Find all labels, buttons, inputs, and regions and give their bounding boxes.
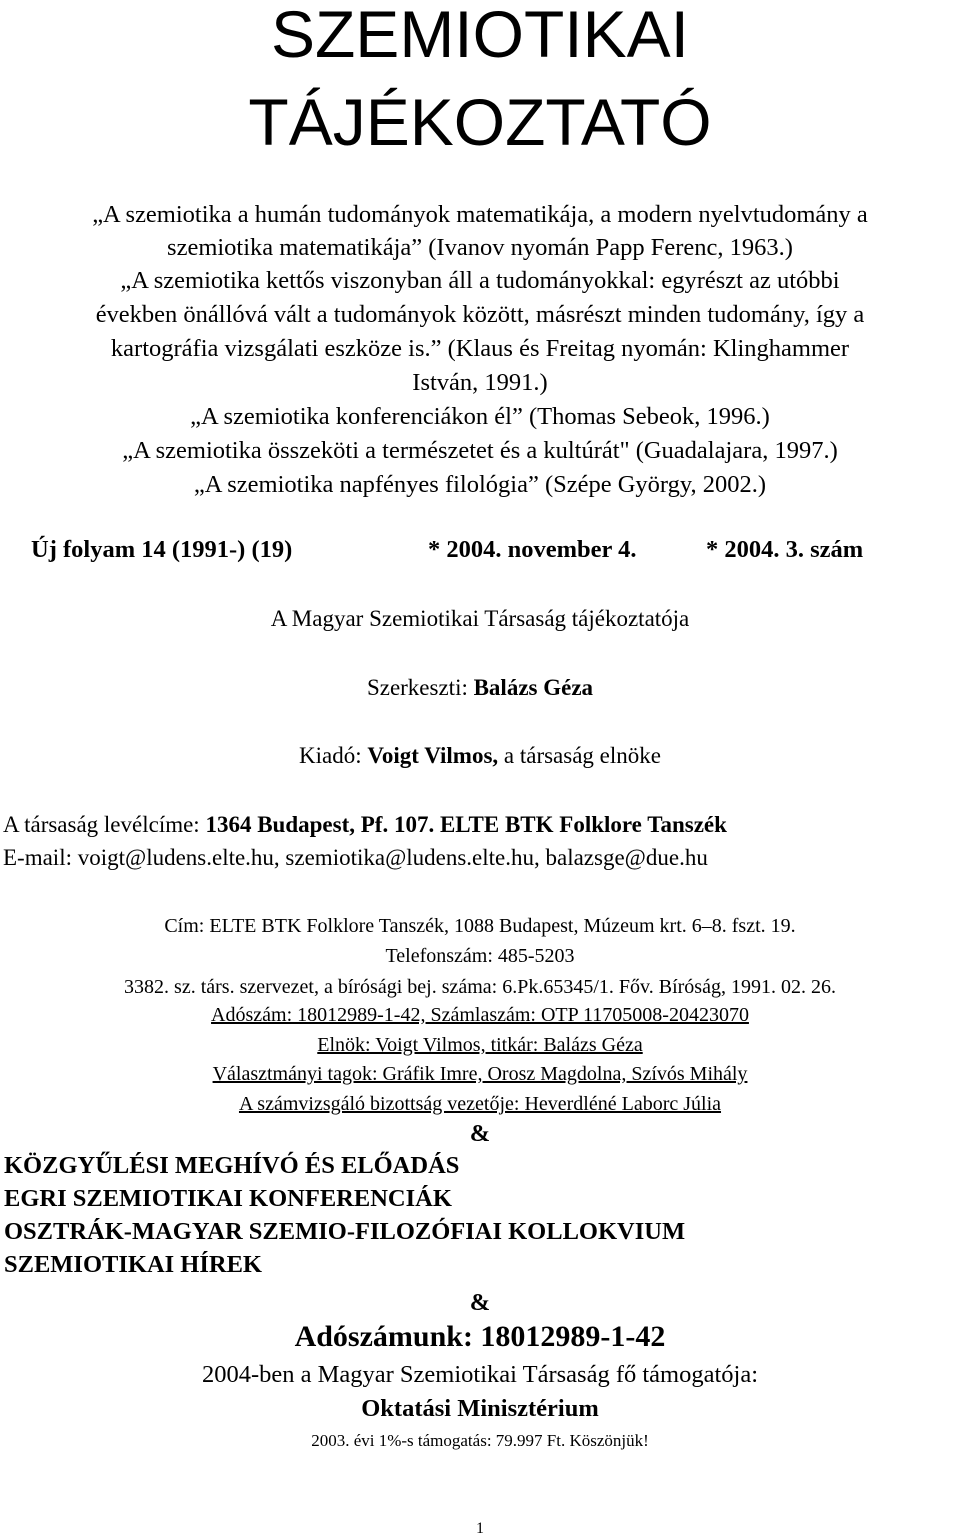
- publisher-name: Voigt Vilmos,: [367, 743, 499, 768]
- postal-address-line: [3, 812, 960, 838]
- ampersand-separator-1: &: [469, 1120, 491, 1147]
- supporter-name: Oktatási Minisztérium: [361, 1395, 599, 1422]
- contents-item-1: KÖZGYŰLÉSI MEGHÍVÓ ÉS ELŐADÁS: [4, 1152, 460, 1179]
- publisher-line: [0, 743, 960, 769]
- society-phone: Telefonszám: 485-5203: [385, 945, 575, 967]
- ampersand-separator-2: &: [469, 1289, 491, 1316]
- contents-item-3: OSZTRÁK-MAGYAR SZEMIO-FILOZÓFIAI KOLLOKVIUM: [4, 1218, 686, 1245]
- page-title-line1: SZEMIOTIKAI: [270, 0, 690, 71]
- contents-item-4: SZEMIOTIKAI HÍREK: [4, 1251, 262, 1278]
- page-number: 1: [476, 1520, 484, 1537]
- quote-5: „A szemiotika napfényes filológia” (Szépe György, 2002.): [193, 471, 767, 498]
- email-line: E-mail: voigt@ludens.elte.hu, szemiotika@ludens.elte.hu, balazsge@due.hu: [3, 845, 708, 870]
- publisher-role: a társaság elnöke: [503, 743, 661, 768]
- quote-4: „A szemiotika összeköti a természetet és a kultúrát" (Guadalajara, 1997.): [122, 437, 838, 464]
- postal-label: A társaság levélcíme:: [3, 812, 200, 837]
- society-address: Cím: ELTE BTK Folklore Tanszék, 1088 Budapest, Múzeum krt. 6–8. fszt. 19.: [164, 915, 796, 937]
- supporter-line: 2004-ben a Magyar Szemiotikai Társaság fő támogatója:: [201, 1361, 759, 1388]
- society-board: Választmányi tagok: Gráfik Imre, Orosz Magdolna, Szívós Mihály: [212, 1063, 748, 1085]
- quote-1-line-1: „A szemiotika a humán tudományok matematikája, a modern nyelvtudomány a: [92, 201, 868, 228]
- publisher-label: Kiadó:: [299, 743, 362, 768]
- publication-subtitle: A Magyar Szemiotikai Társaság tájékoztatója: [270, 606, 690, 631]
- society-tax: Adószám: 18012989-1-42, Számlaszám: OTP 11705008-20423070: [211, 1004, 749, 1026]
- editor-name: Balázs Géza: [473, 675, 594, 700]
- editor-line: [0, 675, 960, 701]
- society-officers: Elnök: Voigt Vilmos, titkár: Balázs Géza: [317, 1034, 643, 1056]
- tax-number-heading: Adószámunk: 18012989-1-42: [294, 1320, 666, 1353]
- contents-item-2: EGRI SZEMIOTIKAI KONFERENCIÁK: [4, 1185, 452, 1212]
- page-title-line2: TÁJÉKOZTATÓ: [248, 85, 712, 159]
- quote-1-line-2: szemiotika matematikája” (Ivanov nyomán Papp Ferenc, 1963.): [167, 234, 793, 261]
- issue-series: Új folyam 14 (1991-) (19): [31, 536, 293, 563]
- thanks-line: 2003. évi 1%-s támogatás: 79.997 Ft. Köszönjük!: [311, 1431, 649, 1450]
- quote-2-line-3: kartográfia vizsgálati eszköze is.” (Klaus és Freitag nyomán: Klinghammer: [110, 335, 850, 362]
- issue-number: * 2004. 3. szám: [706, 536, 864, 563]
- society-registration: 3382. sz. társ. szervezet, a bírósági bej. száma: 6.Pk.65345/1. Főv. Bíróság, 1991. 02. 26.: [124, 976, 836, 998]
- quote-3: „A szemiotika konferenciákon él” (Thomas Sebeok, 1996.): [190, 403, 770, 430]
- society-auditor: A számvizsgáló bizottság vezetője: Heverdléné Laborc Júlia: [238, 1093, 722, 1115]
- quote-2-line-1: „A szemiotika kettős viszonyban áll a tudományokkal: egyrészt az utóbbi: [120, 267, 840, 294]
- editor-label: Szerkeszti:: [366, 675, 468, 700]
- postal-address: 1364 Budapest, Pf. 107. ELTE BTK Folklore Tanszék: [205, 812, 727, 837]
- issue-date: * 2004. november 4.: [428, 536, 637, 563]
- quote-2-line-2: években önállóvá vált a tudományok között, másrészt minden tudomány, így a: [95, 301, 865, 328]
- quote-2-line-4: István, 1991.): [412, 369, 548, 396]
